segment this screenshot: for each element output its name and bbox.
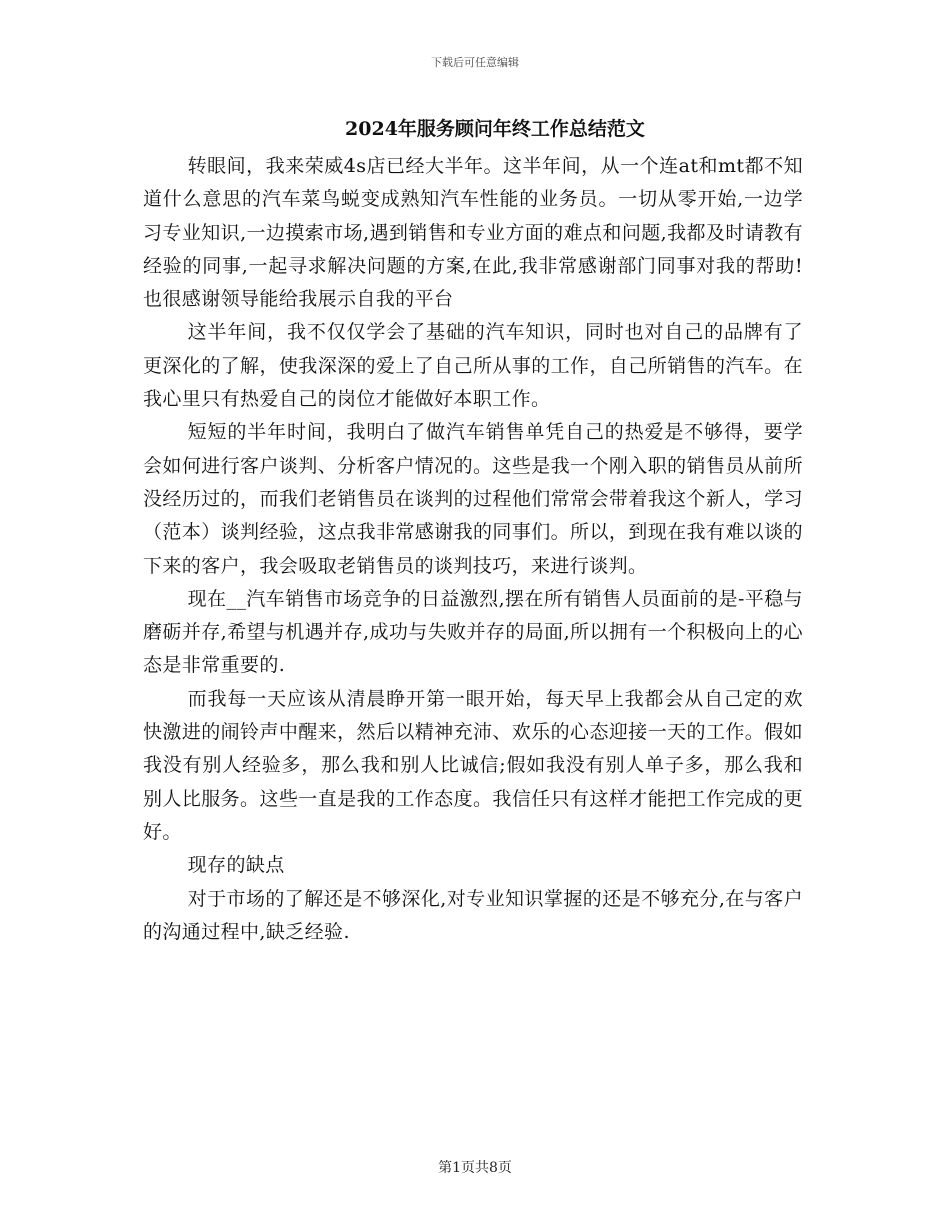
page-number-indicator: 第1页共8页: [438, 1160, 512, 1176]
document-title: 2024年服务顾问年终工作总结范文: [345, 118, 645, 140]
paragraph-1: 转眼间，我来荣威4s店已经大半年。这半年间，从一个连at和mt都不知道什么意思的汽车菜鸟蜕变成熟知汽车性能的业务员。一切从零开始,一边学习专业知识,一边摸索市场,遇到销售和专业方面的难点和问题,我都及时请教有经验的同事,一起寻求解决问题的方案,在此,我非常感谢部门同事对我的帮助!也很感谢领导能给我展示自我的平台: [143, 155, 803, 311]
paragraph-6: 对于市场的了解还是不够深化,对专业知识掌握的还是不够充分,在与客户的沟通过程中,缺乏经验.: [143, 887, 803, 943]
paragraph-4: 现在__汽车销售市场竞争的日益激烈,摆在所有销售人员面前的是-平稳与磨砺并存,希望与机遇并存,成功与失败并存的局面,所以拥有一个积极向上的心态是非常重要的.: [143, 587, 803, 677]
paragraph-2: 这半年间，我不仅仅学会了基础的汽车知识，同时也对自己的品牌有了更深化的了解，使我深深的爱上了自己所从事的工作，自己所销售的汽车。在我心里只有热爱自己的岗位才能做好本职工作。: [143, 321, 803, 411]
document-body: [143, 150, 803, 949]
page-header-note: 下载后可任意编辑: [431, 56, 519, 69]
paragraph-3: 短短的半年时间，我明白了做汽车销售单凭自己的热爱是不够得，要学会如何进行客户谈判、分析客户情况的。这些是我一个刚入职的销售员从前所没经历过的，而我们老销售员在谈判的过程他们常常会带着我这个新人，学习（范本）谈判经验，这点我非常感谢我的同事们。所以，到现在我有难以谈的下来的客户，我会吸取老销售员的谈判技巧，来进行谈判。: [143, 421, 803, 577]
section-heading-shortcomings: 现存的缺点: [187, 854, 285, 877]
paragraph-5: 而我每一天应该从清晨睁开第一眼开始，每天早上我都会从自己定的欢快激进的闹铃声中醒来，然后以精神充沛、欢乐的心态迎接一天的工作。假如我没有别人经验多，那么我和别人比诚信;假如我没有别人单子多，那么我和别人比服务。这些一直是我的工作态度。我信任只有这样才能把工作完成的更好。: [143, 687, 803, 843]
